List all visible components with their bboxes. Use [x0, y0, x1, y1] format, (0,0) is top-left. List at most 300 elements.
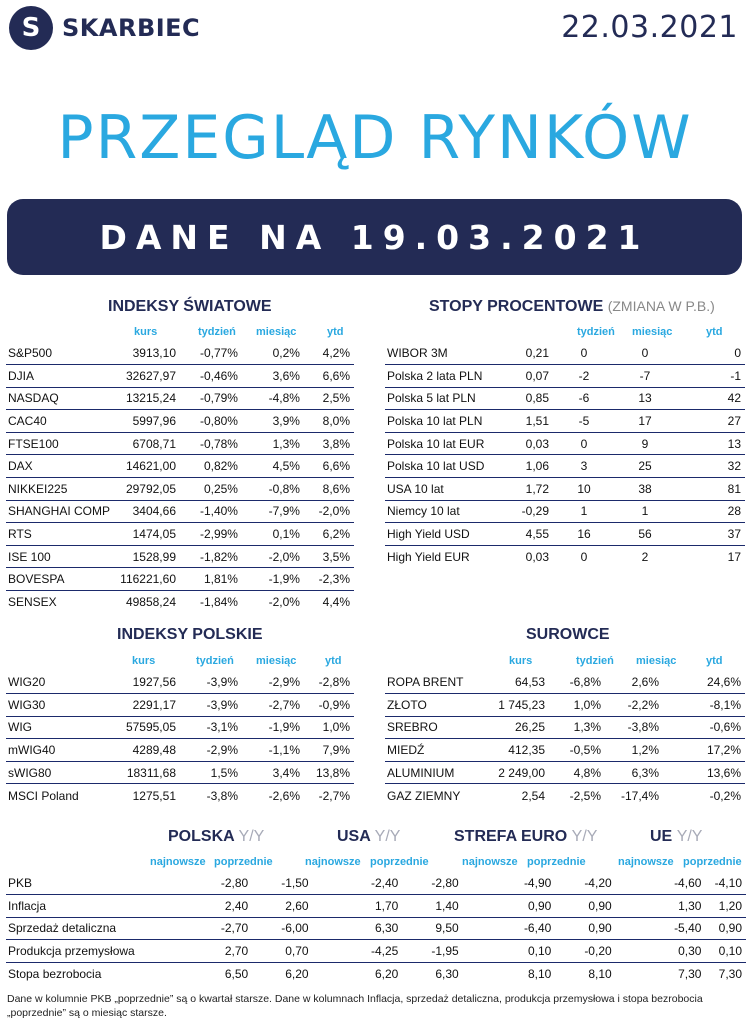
cell-value: 6,6% — [304, 455, 354, 478]
cell-value: 57595,05 — [106, 716, 180, 739]
cell-value: 1,06 — [495, 455, 553, 478]
cell-value: -2,7% — [242, 694, 304, 717]
cell-value: 1,81% — [180, 568, 242, 591]
commodities-title: SUROWCE — [526, 626, 610, 643]
cell-value: 8,6% — [304, 478, 354, 501]
row-label: GAZ ZIEMNY — [387, 788, 461, 803]
commodities-table — [385, 671, 745, 807]
cell-value: 13215,24 — [110, 387, 180, 410]
cell-value: 27 — [675, 410, 745, 433]
cell-value: -2,3% — [304, 568, 354, 591]
report-date: 22.03.2021 — [561, 10, 738, 45]
row-label: High Yield EUR — [387, 549, 470, 564]
banner-text: DANE NA 19.03.2021 — [99, 217, 650, 257]
table-row — [6, 739, 354, 762]
row-label: Niemcy 10 lat — [385, 500, 495, 523]
row-label: PKB — [6, 872, 181, 895]
region-yy: Y/Y — [676, 828, 703, 845]
cell-value: 38 — [615, 478, 675, 501]
cell-value: -0,6% — [663, 716, 745, 739]
table-row — [6, 523, 354, 546]
cell-value: 13 — [615, 387, 675, 410]
com-col-tydzien: tydzień — [576, 655, 614, 667]
table-row — [385, 365, 745, 388]
row-label: NASDAQ — [6, 387, 110, 410]
cell-value: 7,30 — [678, 966, 702, 981]
cell-value: 1,72 — [495, 478, 553, 501]
polish-indices-table — [6, 671, 354, 807]
ue-najnowsze-head: najnowsze — [618, 856, 674, 868]
row-label: RTS — [6, 523, 110, 546]
cell-value: 1,0% — [304, 716, 354, 739]
row-label: Polska 2 lata PLN — [385, 365, 495, 388]
cell-value: 4,55 — [495, 523, 553, 546]
table-row — [385, 432, 745, 455]
row-label: FTSE100 — [6, 432, 110, 455]
rates-title-main: STOPY PROCENTOWE — [429, 298, 604, 315]
row-label: Sprzedaż detaliczna — [6, 917, 181, 940]
region-name: USA — [337, 828, 371, 845]
cell-value: -2,99% — [180, 523, 242, 546]
cell-value: -6,00 — [252, 917, 312, 940]
com-col-kurs: kurs — [509, 655, 533, 667]
table-row — [385, 478, 745, 501]
cell-value: 81 — [675, 478, 745, 501]
cell-value: 2 — [641, 549, 649, 564]
cell-value: 0,1% — [242, 523, 304, 546]
cell-value: 18311,68 — [106, 761, 180, 784]
page-title: PRZEGLĄD RYNKÓW — [57, 103, 693, 173]
cell-value: 24,6% — [663, 671, 745, 694]
table-row — [385, 342, 745, 365]
cell-value: 1 — [615, 500, 675, 523]
region-yy: Y/Y — [571, 828, 598, 845]
cell-value: -2,0% — [242, 545, 304, 568]
table-row — [6, 568, 354, 591]
cell-value: 6,30 — [435, 966, 459, 981]
cell-value: -0,29 — [495, 500, 553, 523]
cell-value: -8,1% — [663, 694, 745, 717]
cell-value: -0,80% — [180, 410, 242, 433]
cell-value: -4,10 — [705, 872, 746, 895]
cell-value: -2,0% — [268, 595, 300, 610]
cell-value: -0,78% — [180, 432, 242, 455]
macro-table — [6, 872, 746, 985]
cell-value: -0,46% — [180, 365, 242, 388]
table-row — [6, 500, 354, 523]
cell-value: 0,2% — [242, 342, 304, 365]
cell-value: -4,20 — [555, 872, 615, 895]
cell-value: -0,9% — [304, 694, 354, 717]
row-label: NIKKEI225 — [6, 478, 110, 501]
cell-value: 412,35 — [475, 739, 549, 762]
cell-value: 3,8% — [304, 432, 354, 455]
cell-value: 0,10 — [705, 940, 746, 963]
cell-value: -1,1% — [242, 739, 304, 762]
row-label: Produkcja przemysłowa — [6, 940, 181, 963]
cell-value: 0,03 — [525, 549, 549, 564]
row-label: WIG — [6, 716, 106, 739]
cell-value: 4,5% — [242, 455, 304, 478]
table-row — [6, 671, 354, 694]
cell-value: 1275,51 — [132, 788, 176, 803]
cell-value: 1474,05 — [110, 523, 180, 546]
macro-region-ue — [650, 828, 702, 846]
cell-value: 10 — [553, 478, 615, 501]
row-label: BOVESPA — [6, 568, 110, 591]
macro-region-usa — [337, 828, 400, 846]
row-label: SREBRO — [385, 716, 475, 739]
cell-value: 1,0% — [549, 694, 605, 717]
cell-value: -0,8% — [242, 478, 304, 501]
cell-value: 6,2% — [304, 523, 354, 546]
cell-value: 0,90 — [555, 917, 615, 940]
cell-value: -2,80 — [181, 872, 252, 895]
row-label: ALUMINIUM — [385, 761, 475, 784]
table-row — [6, 962, 746, 985]
cell-value: 13 — [675, 432, 745, 455]
cell-value: -2,70 — [181, 917, 252, 940]
table-row — [6, 761, 354, 784]
cell-value: -0,79% — [180, 387, 242, 410]
cell-value: 32627,97 — [110, 365, 180, 388]
row-label: Polska 5 lat PLN — [385, 387, 495, 410]
row-label: MSCI Poland — [8, 788, 79, 803]
table-row — [6, 694, 354, 717]
cell-value: 9 — [615, 432, 675, 455]
cell-value: 0,03 — [495, 432, 553, 455]
cell-value: -2,5% — [569, 788, 601, 803]
pl-col-kurs: kurs — [132, 655, 156, 667]
cell-value: 1 745,23 — [475, 694, 549, 717]
cell-value: 0,90 — [555, 895, 615, 918]
footnote: Dane w kolumnie PKB „poprzednie” są o kwartał starsze. Dane w kolumnach Inflacja, sprzedaż detaliczna, produkcja przemysłowa i stopa bezrobocia „poprzednie” są o miesiąc starsze. — [7, 993, 703, 1019]
row-label: ROPA BRENT — [385, 671, 475, 694]
cell-value: -1,82% — [180, 545, 242, 568]
cell-value: -6,8% — [549, 671, 605, 694]
row-label: WIBOR 3M — [385, 342, 495, 365]
cell-value: 2,6% — [605, 671, 663, 694]
cell-value: -4,90 — [463, 872, 556, 895]
table-row — [385, 716, 745, 739]
row-label: ZŁOTO — [385, 694, 475, 717]
cell-value: 32 — [675, 455, 745, 478]
world-indices-title: INDEKSY ŚWIATOWE — [108, 298, 272, 315]
cell-value: -1,84% — [199, 595, 238, 610]
cell-value: -6 — [553, 387, 615, 410]
com-col-miesiac: miesiąc — [636, 655, 677, 667]
table-row — [6, 365, 354, 388]
cell-value: 6,3% — [605, 761, 663, 784]
table-row — [385, 671, 745, 694]
cell-value: 5997,96 — [110, 410, 180, 433]
cell-value: -7,9% — [242, 500, 304, 523]
table-row — [385, 410, 745, 433]
cell-value: -4,60 — [616, 872, 706, 895]
col-head-kurs: kurs — [134, 326, 158, 338]
cell-value: 0,07 — [495, 365, 553, 388]
cell-value: 2,5% — [304, 387, 354, 410]
cell-value: -1,50 — [252, 872, 312, 895]
cell-value: 26,25 — [475, 716, 549, 739]
cell-value: -3,1% — [180, 716, 242, 739]
cell-value: -2,2% — [605, 694, 663, 717]
pl-poprzednie-head: poprzednie — [214, 856, 273, 868]
cell-value: 56 — [615, 523, 675, 546]
row-label: S&P500 — [6, 342, 110, 365]
cell-value: 6708,71 — [110, 432, 180, 455]
table-row — [6, 716, 354, 739]
cell-value: 1 — [553, 500, 615, 523]
cell-value: 0 — [553, 342, 615, 365]
table-row — [6, 387, 354, 410]
cell-value: 116221,60 — [110, 568, 180, 591]
table-row — [385, 387, 745, 410]
cell-value: 25 — [615, 455, 675, 478]
table-row — [385, 761, 745, 784]
cell-value: 0,90 — [705, 917, 746, 940]
cell-value: 0,85 — [495, 387, 553, 410]
cell-value: 4,2% — [304, 342, 354, 365]
row-label: WIG20 — [6, 671, 106, 694]
cell-value: -5 — [553, 410, 615, 433]
cell-value: 3,6% — [242, 365, 304, 388]
row-label: WIG30 — [6, 694, 106, 717]
cell-value: 0,10 — [463, 940, 556, 963]
cell-value: -4,8% — [242, 387, 304, 410]
cell-value: 3404,66 — [110, 500, 180, 523]
row-label: Polska 10 lat USD — [385, 455, 495, 478]
table-row — [385, 694, 745, 717]
ue-poprzednie-head: poprzednie — [683, 856, 742, 868]
rates-table — [385, 342, 745, 568]
table-row — [6, 478, 354, 501]
row-label: sWIG80 — [6, 761, 106, 784]
cell-value: 1,51 — [495, 410, 553, 433]
cell-value: 2,40 — [181, 895, 252, 918]
row-label: SHANGHAI COMP — [6, 500, 110, 523]
cell-value: 3 — [553, 455, 615, 478]
cell-value: 37 — [675, 523, 745, 546]
row-label: Stopa bezrobocia — [8, 966, 102, 981]
cell-value: 2,60 — [252, 895, 312, 918]
eu-poprzednie-head: poprzednie — [527, 856, 586, 868]
cell-value: 16 — [553, 523, 615, 546]
cell-value: -2,9% — [242, 671, 304, 694]
cell-value: -6,40 — [463, 917, 556, 940]
cell-value: 4,8% — [549, 761, 605, 784]
row-label: DJIA — [6, 365, 110, 388]
cell-value: 17,2% — [663, 739, 745, 762]
table-row — [6, 591, 354, 614]
cell-value: -1,9% — [242, 568, 304, 591]
rates-col-miesiac: miesiąc — [632, 326, 673, 338]
table-row — [6, 895, 746, 918]
table-row — [385, 739, 745, 762]
cell-value: -4,25 — [313, 940, 403, 963]
cell-value: 3,4% — [242, 761, 304, 784]
cell-value: 8,0% — [304, 410, 354, 433]
table-row — [6, 432, 354, 455]
cell-value: -2,9% — [180, 739, 242, 762]
cell-value: -0,77% — [180, 342, 242, 365]
cell-value: 0,30 — [616, 940, 706, 963]
cell-value: 1,3% — [549, 716, 605, 739]
cell-value: 29792,05 — [110, 478, 180, 501]
cell-value: -7 — [615, 365, 675, 388]
cell-value: -17,4% — [620, 788, 659, 803]
row-label: CAC40 — [6, 410, 110, 433]
cell-value: 0 — [675, 342, 745, 365]
cell-value: 2291,17 — [106, 694, 180, 717]
table-row — [6, 940, 746, 963]
data-date-banner — [7, 199, 742, 275]
cell-value: 1528,99 — [110, 545, 180, 568]
cell-value: -0,5% — [549, 739, 605, 762]
cell-value: -3,9% — [180, 694, 242, 717]
table-row — [385, 455, 745, 478]
cell-value: -0,2% — [709, 788, 741, 803]
table-row — [385, 500, 745, 523]
brand-name: SKARBIEC — [62, 14, 201, 42]
cell-value: -1,95 — [402, 940, 462, 963]
cell-value: 17 — [727, 549, 741, 564]
cell-value: 1,30 — [616, 895, 706, 918]
usa-najnowsze-head: najnowsze — [305, 856, 361, 868]
region-yy: Y/Y — [374, 828, 401, 845]
cell-value: 9,50 — [402, 917, 462, 940]
cell-value: 6,6% — [304, 365, 354, 388]
usa-poprzednie-head: poprzednie — [370, 856, 429, 868]
cell-value: 0,21 — [495, 342, 553, 365]
rates-title-sub: (ZMIANA W P.B.) — [607, 298, 715, 314]
pl-col-ytd: ytd — [325, 655, 342, 667]
table-row — [6, 455, 354, 478]
cell-value: 7,30 — [718, 966, 742, 981]
row-label: High Yield USD — [385, 523, 495, 546]
cell-value: 42 — [675, 387, 745, 410]
table-row — [385, 523, 745, 546]
cell-value: 4,4% — [322, 595, 350, 610]
cell-value: -2,7% — [318, 788, 350, 803]
rates-col-ytd: ytd — [706, 326, 723, 338]
cell-value: 0,70 — [252, 940, 312, 963]
cell-value: 6,50 — [224, 966, 249, 981]
cell-value: 1,3% — [242, 432, 304, 455]
cell-value: 2 249,00 — [475, 761, 549, 784]
cell-value: 0,25% — [180, 478, 242, 501]
region-name: POLSKA — [168, 828, 235, 845]
cell-value: -1 — [675, 365, 745, 388]
cell-value: 14621,00 — [110, 455, 180, 478]
cell-value: 0,82% — [180, 455, 242, 478]
rates-col-tydzien: tydzień — [577, 326, 615, 338]
eu-najnowsze-head: najnowsze — [462, 856, 518, 868]
cell-value: 8,10 — [527, 966, 552, 981]
cell-value: 0 — [615, 342, 675, 365]
cell-value: 8,10 — [588, 966, 612, 981]
cell-value: 2,70 — [181, 940, 252, 963]
cell-value: 28 — [675, 500, 745, 523]
cell-value: 6,30 — [313, 917, 403, 940]
brand-logo — [9, 6, 200, 50]
cell-value: 1,40 — [402, 895, 462, 918]
col-head-ytd: ytd — [327, 326, 344, 338]
cell-value: -3,9% — [180, 671, 242, 694]
cell-value: 17 — [615, 410, 675, 433]
table-row — [385, 545, 745, 568]
macro-region-strefa-euro — [454, 828, 597, 846]
row-label: USA 10 lat — [385, 478, 495, 501]
cell-value: -3,8% — [206, 788, 238, 803]
polish-indices-title: INDEKSY POLSKIE — [117, 626, 263, 643]
cell-value: -3,8% — [605, 716, 663, 739]
table-row — [6, 784, 354, 807]
cell-value: 4289,48 — [106, 739, 180, 762]
region-name: STREFA EURO — [454, 828, 568, 845]
col-head-tydzien: tydzień — [198, 326, 236, 338]
table-row — [6, 342, 354, 365]
cell-value: 3,9% — [242, 410, 304, 433]
cell-value: -2,0% — [304, 500, 354, 523]
cell-value: 0 — [580, 549, 588, 564]
table-row — [6, 545, 354, 568]
cell-value: -1,9% — [242, 716, 304, 739]
row-label: SENSEX — [8, 595, 57, 610]
cell-value: -1,40% — [180, 500, 242, 523]
cell-value: -0,20 — [555, 940, 615, 963]
cell-value: 1927,56 — [106, 671, 180, 694]
cell-value: 13,8% — [304, 761, 354, 784]
table-row — [6, 410, 354, 433]
cell-value: 1,5% — [180, 761, 242, 784]
cell-value: 0 — [553, 432, 615, 455]
table-row — [385, 784, 745, 807]
header — [0, 0, 750, 60]
cell-value: 13,6% — [663, 761, 745, 784]
cell-value: 3913,10 — [110, 342, 180, 365]
row-label: ISE 100 — [6, 545, 110, 568]
cell-value: 1,20 — [705, 895, 746, 918]
cell-value: 6,20 — [374, 966, 399, 981]
cell-value: -2 — [553, 365, 615, 388]
table-row — [6, 872, 746, 895]
row-label: Polska 10 lat EUR — [385, 432, 495, 455]
cell-value: 1,2% — [605, 739, 663, 762]
cell-value: -2,80 — [402, 872, 462, 895]
cell-value: 3,5% — [304, 545, 354, 568]
cell-value: -5,40 — [616, 917, 706, 940]
cell-value: 0,90 — [463, 895, 556, 918]
cell-value: 49858,24 — [125, 595, 176, 610]
row-label: Polska 10 lat PLN — [385, 410, 495, 433]
row-label: MIEDŹ — [385, 739, 475, 762]
table-row — [6, 917, 746, 940]
world-indices-table — [6, 342, 354, 613]
region-name: UE — [650, 828, 673, 845]
cell-value: -2,8% — [304, 671, 354, 694]
cell-value: -2,6% — [268, 788, 300, 803]
cell-value: 7,9% — [304, 739, 354, 762]
logo-icon: S — [9, 6, 53, 50]
row-label: DAX — [6, 455, 110, 478]
pl-col-tydzien: tydzień — [196, 655, 234, 667]
cell-value: -2,40 — [313, 872, 403, 895]
pl-najnowsze-head: najnowsze — [150, 856, 206, 868]
row-label: Inflacja — [6, 895, 181, 918]
cell-value: 1,70 — [313, 895, 403, 918]
macro-region-polska — [168, 828, 264, 846]
